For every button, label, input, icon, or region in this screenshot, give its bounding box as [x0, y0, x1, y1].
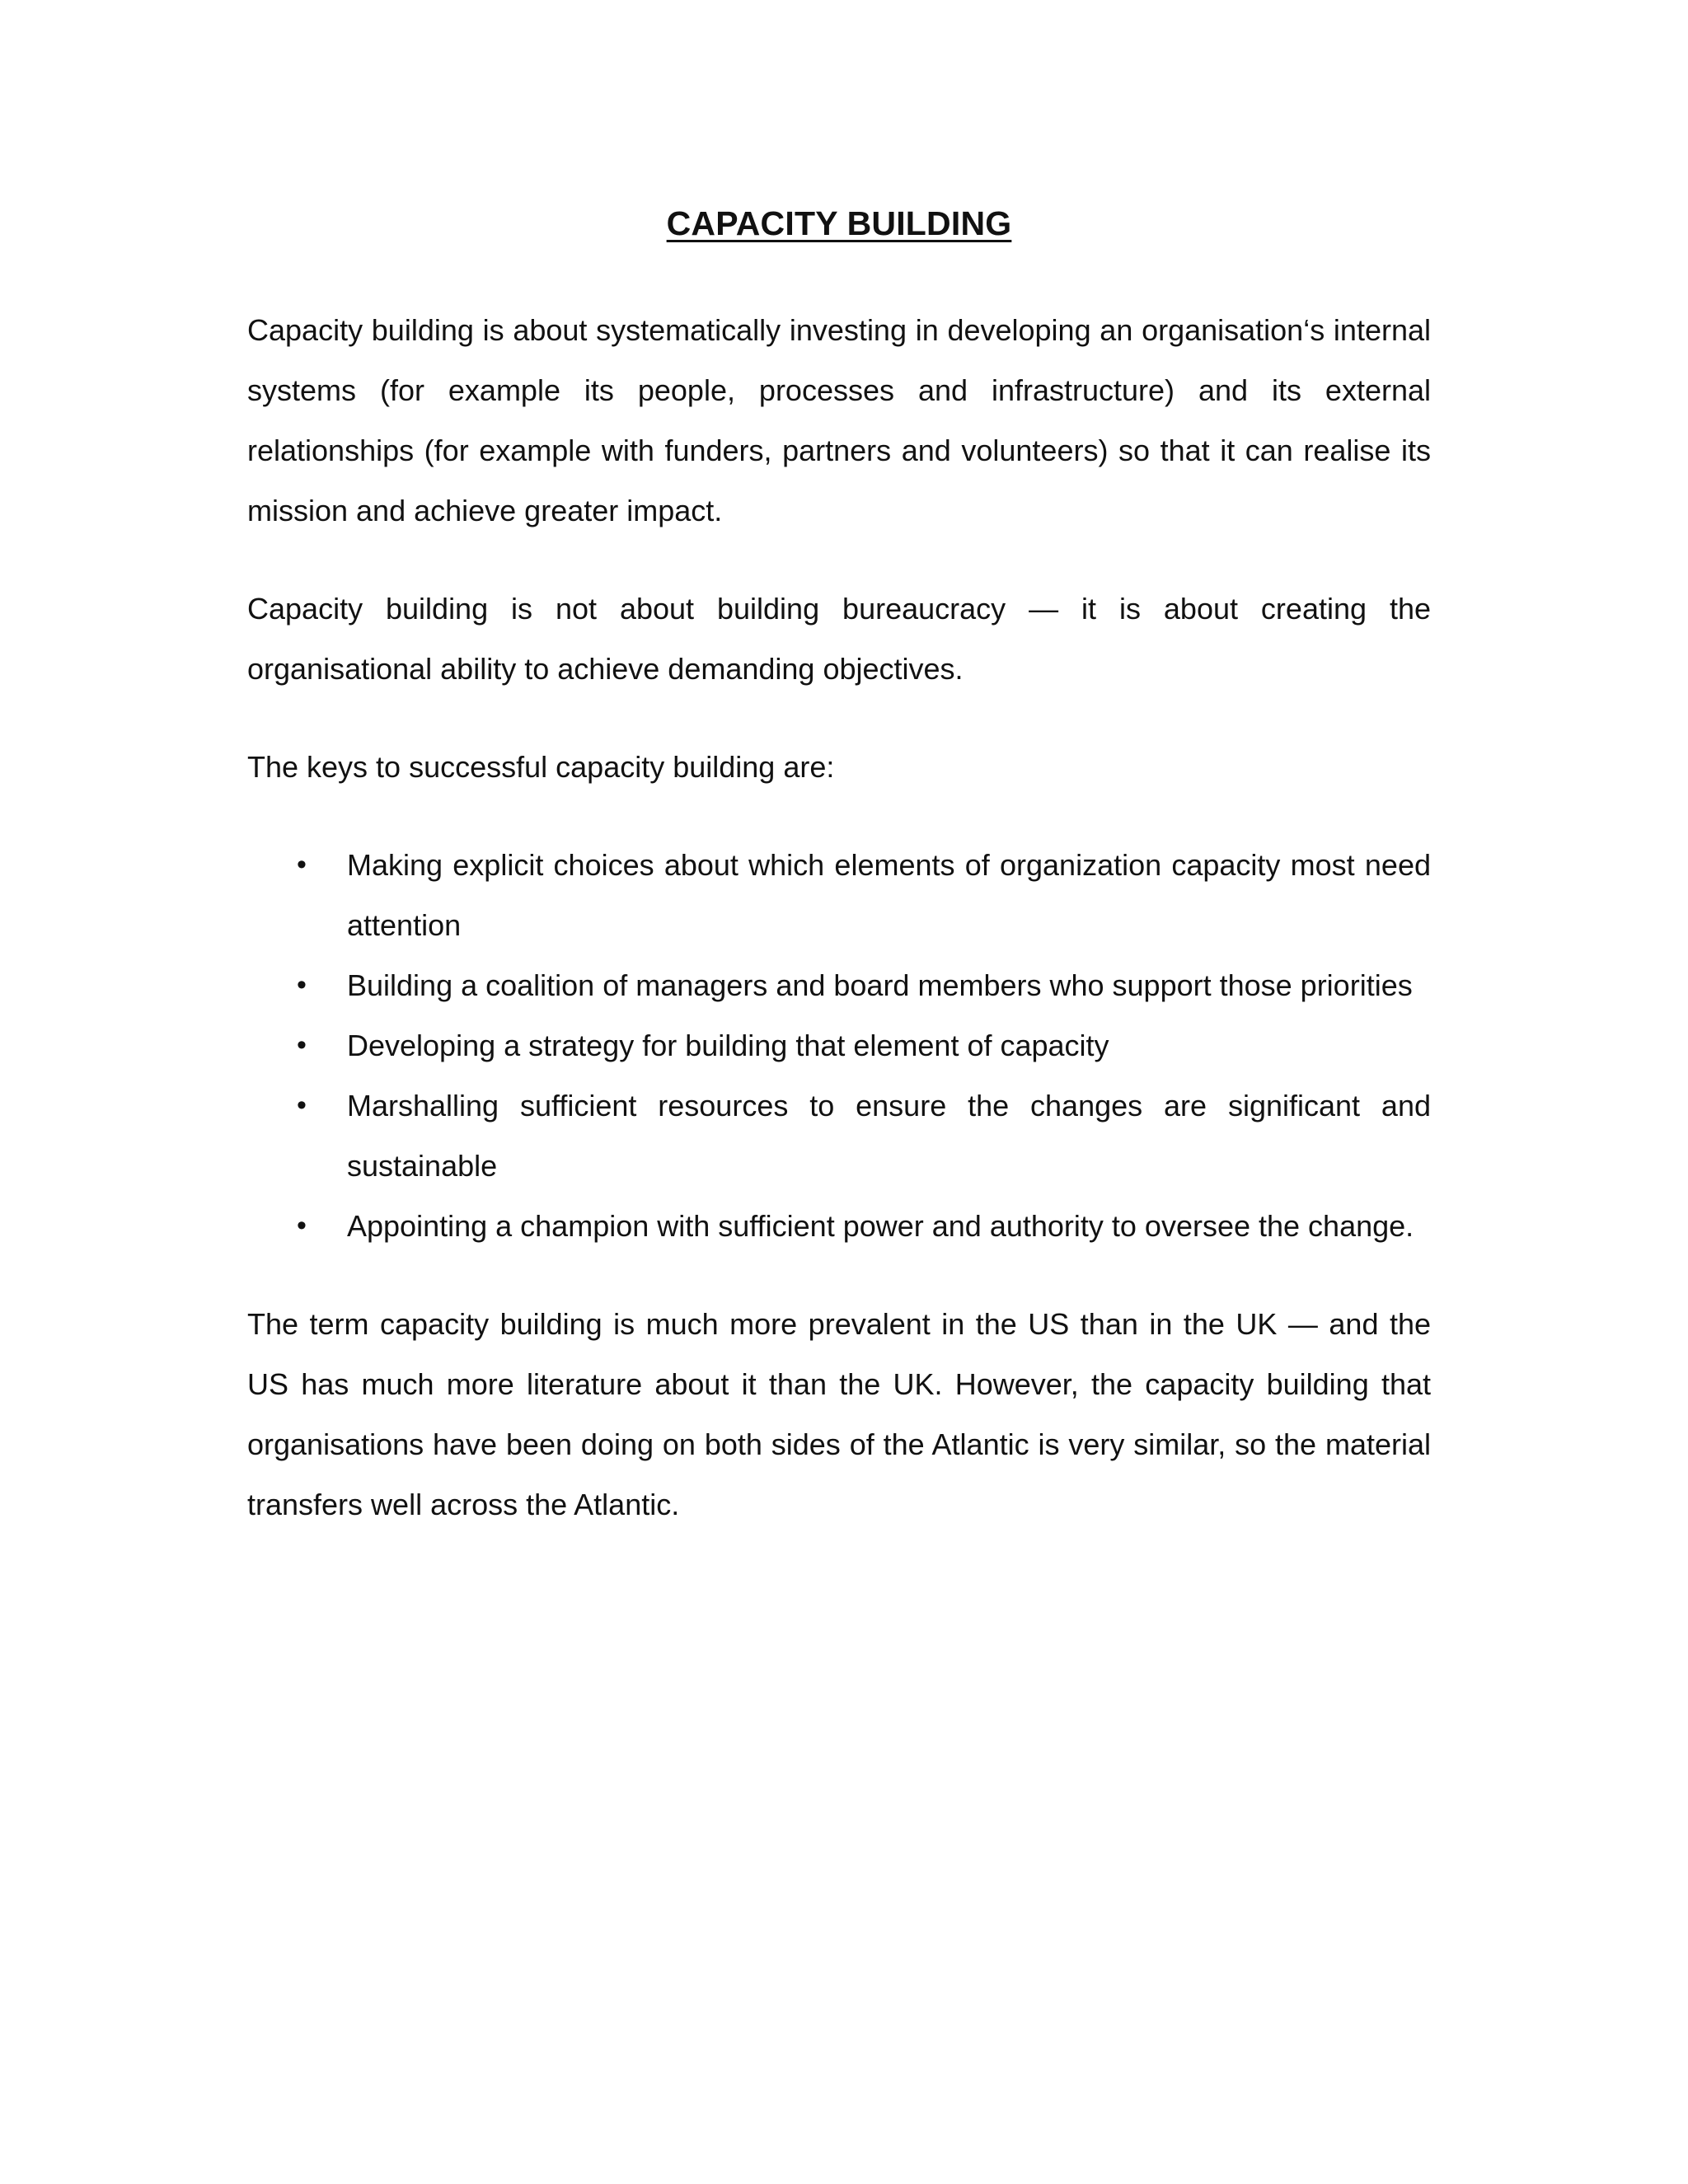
document-body	[247, 194, 1431, 1535]
bullet-icon: •	[297, 849, 307, 880]
list-item	[247, 1076, 1431, 1196]
bullet-icon: •	[297, 1210, 307, 1241]
bullet-icon: •	[297, 1090, 307, 1121]
list-item-text: Building a coalition of managers and board members who support those priorities	[347, 968, 1413, 1002]
list-item	[247, 835, 1431, 955]
paragraph-not-bureaucracy: Capacity building is not about building bureaucracy — it is about creating the organisational ability to achieve demanding objectives.	[247, 592, 1431, 686]
list-item	[247, 1015, 1431, 1076]
list-item-text: Marshalling sufficient resources to ensure the changes are significant and sustainable	[347, 1089, 1431, 1183]
paragraph-us-uk: The term capacity building is much more prevalent in the US than in the UK — and the US has much more literature about it than the UK. However, the capacity building that organisations have been doing on both sides of the Atlantic is very similar, so the material transfers well across the Atlantic.	[247, 1307, 1431, 1521]
list-item	[247, 1196, 1431, 1256]
list-item-text: Making explicit choices about which elements of organization capacity most need attention	[347, 848, 1431, 942]
bullet-icon: •	[297, 969, 307, 1001]
keys-bullet-list	[247, 835, 1431, 1256]
bullet-icon: •	[297, 1029, 307, 1061]
list-item-text: Appointing a champion with sufficient power and authority to oversee the change.	[347, 1209, 1414, 1243]
list-item-text: Developing a strategy for building that element of capacity	[347, 1029, 1109, 1062]
list-item	[247, 955, 1431, 1015]
document-title: CAPACITY BUILDING	[666, 204, 1012, 242]
paragraph-keys-intro: The keys to successful capacity building are:	[247, 750, 835, 784]
paragraph-definition: Capacity building is about systematically investing in developing an organisation‘s internal systems (for example its people, processes and infrastructure) and its external relationships (for example with funders, partners and volunteers) so that it can realise its mission and achieve greater impact.	[247, 313, 1431, 527]
